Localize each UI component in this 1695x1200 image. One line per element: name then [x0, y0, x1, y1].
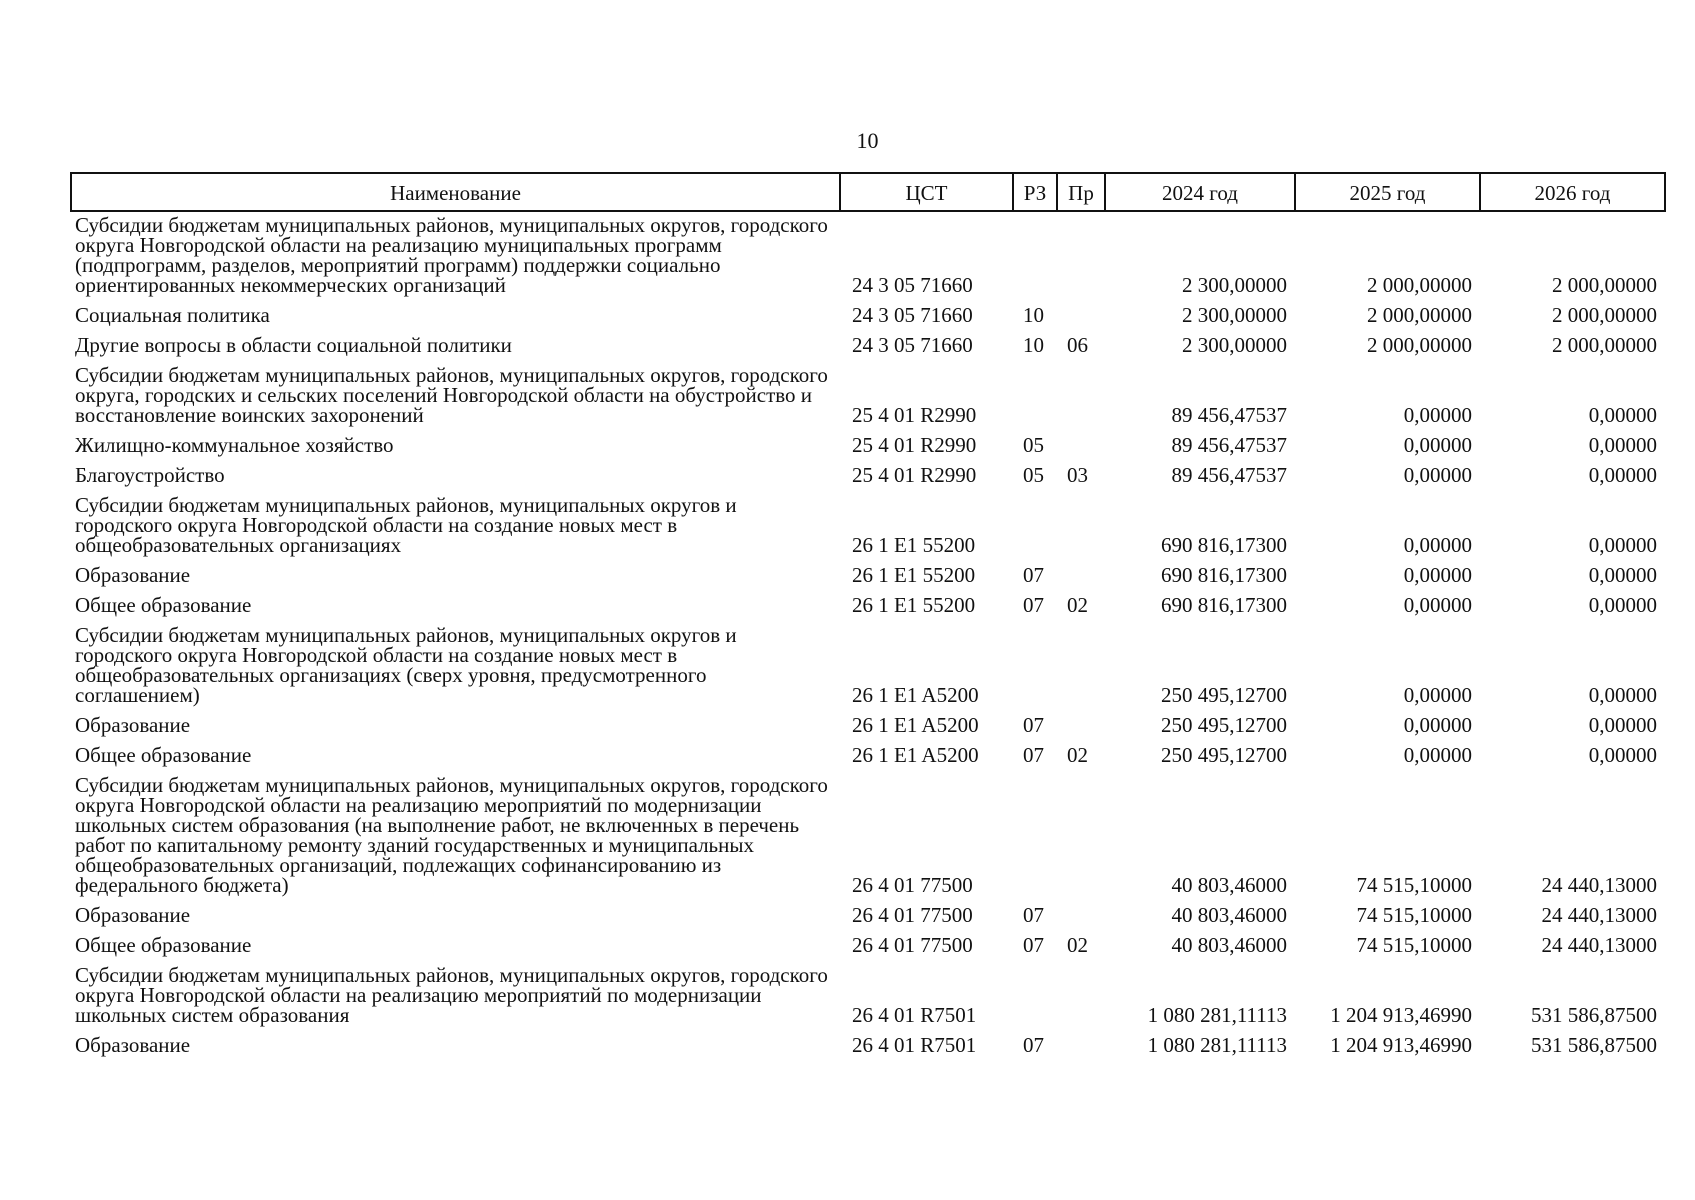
- cell-year-2025: 74 515,10000: [1356, 933, 1472, 957]
- cell-year-2024: 690 816,17300: [1161, 563, 1287, 587]
- header-2026: 2026 год: [1480, 173, 1665, 211]
- cell-name: Общее образование: [75, 933, 252, 957]
- cell-year-2026: 0,00000: [1588, 713, 1657, 737]
- cell-year-2026: 531 586,87500: [1531, 1033, 1657, 1057]
- cell-cst: 25 4 01 R2990: [852, 403, 977, 427]
- table-row: [71, 332, 1665, 362]
- cell-name: Субсидии бюджетам муниципальных районов, муниципальных округов, городского округа Новгородской области на реализацию мероприятий по модернизации школьных систем образования: [75, 963, 828, 1027]
- header-name: Наименование: [71, 173, 840, 211]
- cell-year-2025: 0,00000: [1403, 683, 1472, 707]
- cell-name: Социальная политика: [75, 303, 270, 327]
- cell-pr: [1057, 1032, 1105, 1062]
- cell-name: Общее образование: [75, 743, 252, 767]
- cell-rz: 07: [1023, 933, 1044, 957]
- cell-name: Образование: [75, 713, 191, 737]
- cell-year-2026: 24 440,13000: [1541, 933, 1657, 957]
- cell-year-2026: 2 000,00000: [1552, 333, 1657, 357]
- cell-year-2024: 40 803,46000: [1171, 933, 1287, 957]
- cell-year-2025: 2 000,00000: [1367, 273, 1472, 297]
- cell-cst: 25 4 01 R2990: [852, 433, 977, 457]
- cell-year-2026: 0,00000: [1588, 533, 1657, 557]
- cell-rz: 10: [1023, 303, 1044, 327]
- table-row: [71, 302, 1665, 332]
- cell-rz: [1013, 772, 1057, 902]
- cell-name: Субсидии бюджетам муниципальных районов, муниципальных округов и городского округа Новгородской области на создание новых мест в общеобразовательных организациях (сверх уровня, предусмотренного соглашением): [75, 623, 737, 707]
- cell-pr: 06: [1067, 333, 1088, 357]
- table-row: [71, 772, 1665, 902]
- cell-rz: 07: [1023, 1033, 1044, 1057]
- cell-year-2025: 74 515,10000: [1356, 903, 1472, 927]
- cell-rz: [1013, 362, 1057, 432]
- cell-year-2025: 0,00000: [1403, 713, 1472, 737]
- cell-rz: [1013, 492, 1057, 562]
- cell-name: Субсидии бюджетам муниципальных районов, муниципальных округов, городского округа Новгородской области на реализацию муниципальных программ (подпрограмм, разделов, мероприятий программ) поддержки социально ориентированных некоммерческих организаций: [75, 213, 828, 297]
- cell-year-2024: 250 495,12700: [1161, 713, 1287, 737]
- table-row: [71, 562, 1665, 592]
- table-row: [71, 492, 1665, 562]
- header-pr: Пр: [1057, 173, 1105, 211]
- cell-year-2025: 2 000,00000: [1367, 303, 1472, 327]
- cell-year-2026: 2 000,00000: [1552, 273, 1657, 297]
- header-2024: 2024 год: [1105, 173, 1295, 211]
- cell-pr: 02: [1067, 593, 1088, 617]
- table-row: [71, 932, 1665, 962]
- cell-name: Образование: [75, 1033, 191, 1057]
- cell-year-2025: 1 204 913,46990: [1330, 1003, 1472, 1027]
- cell-cst: 26 4 01 R7501: [852, 1003, 977, 1027]
- cell-name: Благоустройство: [75, 463, 225, 487]
- cell-cst: 26 4 01 77500: [852, 933, 973, 957]
- table-row: [71, 902, 1665, 932]
- cell-year-2024: 2 300,00000: [1182, 273, 1287, 297]
- cell-pr: [1057, 712, 1105, 742]
- cell-year-2026: 0,00000: [1588, 743, 1657, 767]
- cell-year-2024: 40 803,46000: [1171, 873, 1287, 897]
- page-number: 10: [856, 128, 879, 153]
- cell-name: Общее образование: [75, 593, 252, 617]
- table-header-row: [71, 173, 1665, 211]
- cell-year-2024: 690 816,17300: [1161, 593, 1287, 617]
- cell-name: Образование: [75, 563, 191, 587]
- cell-year-2024: 1 080 281,11113: [1147, 1003, 1287, 1027]
- cell-rz: 07: [1023, 903, 1044, 927]
- cell-year-2025: 1 204 913,46990: [1330, 1033, 1472, 1057]
- cell-pr: [1057, 622, 1105, 712]
- cell-year-2024: 1 080 281,11113: [1147, 1033, 1287, 1057]
- cell-pr: [1057, 211, 1105, 302]
- cell-cst: 26 1 E1 55200: [852, 563, 976, 587]
- cell-cst: 26 1 E1 A5200: [852, 683, 979, 707]
- cell-year-2024: 2 300,00000: [1182, 303, 1287, 327]
- table-row: [71, 622, 1665, 712]
- cell-cst: 26 1 E1 55200: [852, 533, 976, 557]
- cell-name: Образование: [75, 903, 191, 927]
- cell-year-2025: 0,00000: [1403, 433, 1472, 457]
- table-row: [71, 1032, 1665, 1062]
- cell-year-2025: 2 000,00000: [1367, 333, 1472, 357]
- table-row: [71, 211, 1665, 302]
- cell-pr: [1057, 772, 1105, 902]
- cell-cst: 26 1 E1 A5200: [852, 713, 979, 737]
- header-2025: 2025 год: [1295, 173, 1480, 211]
- cell-year-2026: 0,00000: [1588, 463, 1657, 487]
- cell-year-2024: 250 495,12700: [1161, 743, 1287, 767]
- cell-rz: [1013, 622, 1057, 712]
- cell-year-2024: 89 456,47537: [1171, 403, 1287, 427]
- cell-year-2026: 24 440,13000: [1541, 903, 1657, 927]
- cell-pr: [1057, 562, 1105, 592]
- cell-year-2024: 690 816,17300: [1161, 533, 1287, 557]
- cell-rz: 07: [1023, 713, 1044, 737]
- cell-rz: [1013, 211, 1057, 302]
- cell-year-2025: 74 515,10000: [1356, 873, 1472, 897]
- cell-year-2024: 89 456,47537: [1171, 463, 1287, 487]
- cell-pr: [1057, 362, 1105, 432]
- cell-cst: 24 3 05 71660: [852, 273, 973, 297]
- cell-name: Другие вопросы в области социальной политики: [75, 333, 512, 357]
- cell-cst: 26 4 01 R7501: [852, 1033, 977, 1057]
- cell-name: Субсидии бюджетам муниципальных районов, муниципальных округов, городского округа Новгородской области на реализацию мероприятий по модернизации школьных систем образования (на выполнение работ, не включенных в перечень работ по капитальному ремонту зданий государственных и муниципальных общеобразовательных организаций, подлежащих софинансированию из федерального бюджета): [75, 773, 828, 897]
- table-row: [71, 592, 1665, 622]
- cell-cst: 26 4 01 77500: [852, 873, 973, 897]
- cell-name: Субсидии бюджетам муниципальных районов, муниципальных округов, городского округа, городских и сельских поселений Новгородской области на обустройство и восстановление воинских захоронений: [75, 363, 828, 427]
- table-row: [71, 962, 1665, 1032]
- cell-year-2025: 0,00000: [1403, 743, 1472, 767]
- header-rz: РЗ: [1013, 173, 1057, 211]
- cell-cst: 25 4 01 R2990: [852, 463, 977, 487]
- cell-year-2024: 40 803,46000: [1171, 903, 1287, 927]
- cell-year-2026: 0,00000: [1588, 593, 1657, 617]
- cell-year-2024: 2 300,00000: [1182, 333, 1287, 357]
- cell-pr: [1057, 902, 1105, 932]
- cell-year-2026: 0,00000: [1588, 433, 1657, 457]
- cell-year-2025: 0,00000: [1403, 563, 1472, 587]
- cell-year-2026: 0,00000: [1588, 403, 1657, 427]
- cell-year-2025: 0,00000: [1403, 533, 1472, 557]
- cell-pr: [1057, 302, 1105, 332]
- cell-cst: 24 3 05 71660: [852, 303, 973, 327]
- cell-year-2024: 250 495,12700: [1161, 683, 1287, 707]
- cell-rz: 07: [1023, 593, 1044, 617]
- cell-year-2026: 0,00000: [1588, 683, 1657, 707]
- cell-pr: 02: [1067, 743, 1088, 767]
- cell-year-2025: 0,00000: [1403, 593, 1472, 617]
- cell-rz: 05: [1023, 463, 1044, 487]
- cell-year-2024: 89 456,47537: [1171, 433, 1287, 457]
- cell-year-2025: 0,00000: [1403, 463, 1472, 487]
- cell-rz: 05: [1023, 433, 1044, 457]
- cell-rz: 07: [1023, 563, 1044, 587]
- table-body: [71, 211, 1665, 1062]
- cell-cst: 24 3 05 71660: [852, 333, 973, 357]
- table-row: [71, 712, 1665, 742]
- cell-pr: 02: [1067, 933, 1088, 957]
- cell-pr: [1057, 492, 1105, 562]
- cell-rz: 10: [1023, 333, 1044, 357]
- cell-cst: 26 4 01 77500: [852, 903, 973, 927]
- table-row: [71, 462, 1665, 492]
- cell-pr: 03: [1067, 463, 1088, 487]
- cell-cst: 26 1 E1 55200: [852, 593, 976, 617]
- cell-year-2026: 531 586,87500: [1531, 1003, 1657, 1027]
- cell-pr: [1057, 432, 1105, 462]
- cell-rz: [1013, 962, 1057, 1032]
- cell-year-2026: 24 440,13000: [1541, 873, 1657, 897]
- cell-name: Жилищно-коммунальное хозяйство: [75, 433, 394, 457]
- cell-year-2026: 2 000,00000: [1552, 303, 1657, 327]
- budget-table: [70, 172, 1666, 1062]
- cell-year-2025: 0,00000: [1403, 403, 1472, 427]
- table-row: [71, 432, 1665, 462]
- header-cst: ЦСТ: [840, 173, 1013, 211]
- cell-year-2026: 0,00000: [1588, 563, 1657, 587]
- cell-pr: [1057, 962, 1105, 1032]
- table-row: [71, 742, 1665, 772]
- table-row: [71, 362, 1665, 432]
- cell-name: Субсидии бюджетам муниципальных районов, муниципальных округов и городского округа Новгородской области на создание новых мест в общеобразовательных организациях: [75, 493, 737, 557]
- cell-cst: 26 1 E1 A5200: [852, 743, 979, 767]
- cell-rz: 07: [1023, 743, 1044, 767]
